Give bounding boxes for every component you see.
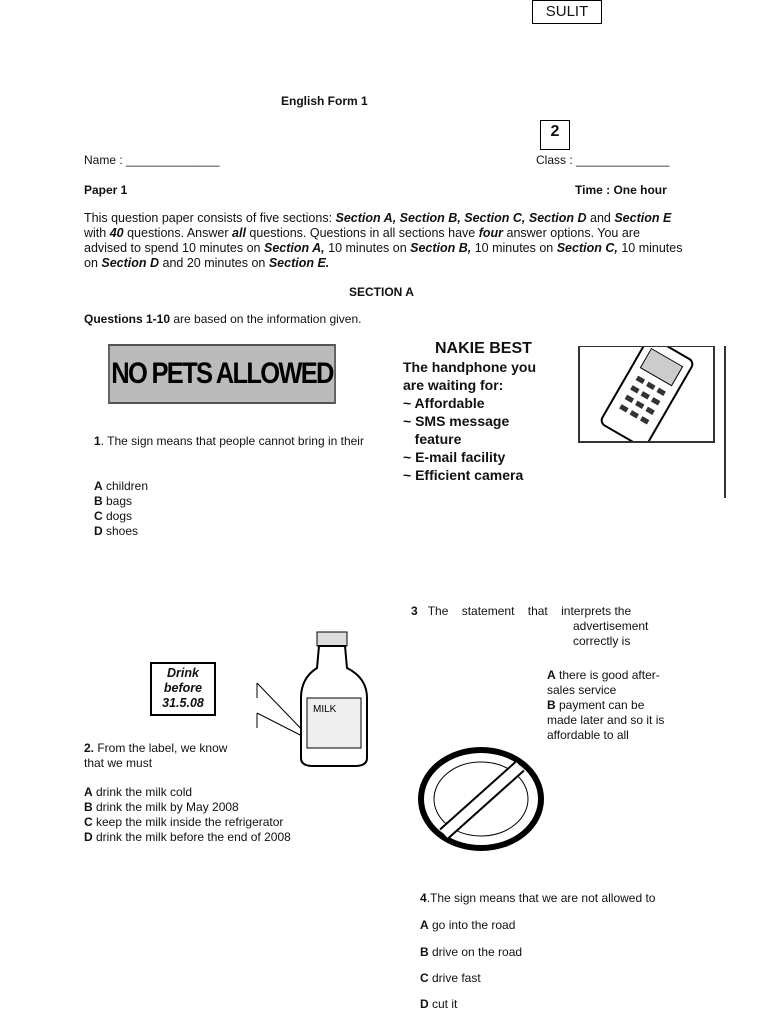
option-a[interactable]: A drink the milk cold <box>84 785 193 799</box>
option-c[interactable]: C drive fast <box>420 971 481 985</box>
option-c[interactable]: C keep the milk inside the refrigerator <box>84 815 284 829</box>
milk-expiry-label: Drink before 31.5.08 <box>150 662 216 716</box>
class-field[interactable]: Class : ______________ <box>536 153 670 167</box>
ad-line: The handphone you <box>403 359 536 375</box>
option-a[interactable]: A children <box>94 479 149 493</box>
ad-border-line <box>724 346 726 498</box>
ad-item: ~ Efficient camera <box>403 467 524 483</box>
ad-brand: NAKIE BEST <box>435 340 532 357</box>
ad-line: are waiting for: <box>403 377 504 393</box>
question-1-options <box>94 479 148 539</box>
prohibition-sign-icon <box>416 746 546 852</box>
svg-text:MILK: MILK <box>313 704 337 715</box>
sulit-stamp: SULIT <box>532 0 602 24</box>
phone-icon <box>580 347 713 441</box>
instruction: Questions 1-10 are based on the information given. <box>84 312 362 326</box>
option-b[interactable]: B drive on the road <box>420 945 523 959</box>
milk-bottle-image <box>255 628 385 768</box>
ad-item: feature <box>403 431 462 447</box>
section-heading: SECTION A <box>349 285 414 299</box>
option-a[interactable]: A there is good after-sales service <box>547 668 660 697</box>
page-number-box: 2 <box>540 120 570 150</box>
option-c[interactable]: C dogs <box>94 509 133 523</box>
handphone-image <box>578 346 715 443</box>
option-d[interactable]: D cut it <box>420 997 458 1011</box>
option-b[interactable]: B payment can be made later and so it is affordable to all <box>547 698 665 742</box>
ad-item: ~ SMS message <box>403 413 510 429</box>
paper-title: English Form 1 <box>281 94 368 108</box>
option-b[interactable]: B drink the milk by May 2008 <box>84 800 239 814</box>
paper-label: Paper 1 <box>84 183 128 197</box>
intro-paragraph: This question paper consists of five sections: Section A, Section B, Section C, Section D and Section E with 40 questions. Answer all questions. Questions in all sections have four answer options. You are advised to spend 10 minutes on Section A, 10 minutes on Section B, 10 minutes on Section C, 10 minutes on Section D and 20 minutes on Section E. <box>84 211 683 270</box>
phone-advertisement <box>403 340 536 484</box>
question-1: 1. The sign means that people cannot bring in their <box>94 434 364 448</box>
option-b[interactable]: B bags <box>94 494 133 508</box>
ad-item: ~ Affordable <box>403 395 485 411</box>
option-a[interactable]: A go into the road <box>420 918 516 932</box>
question-2: 2. From the label, we know that we must <box>84 741 228 770</box>
option-d[interactable]: D shoes <box>94 524 139 538</box>
time-label: Time : One hour <box>575 183 667 197</box>
question-3: 3 The statement that interprets the advertisement correctly is <box>411 604 649 648</box>
ad-item: ~ E-mail facility <box>403 449 506 465</box>
option-d[interactable]: D drink the milk before the end of 2008 <box>84 830 291 844</box>
question-3-options <box>547 668 677 743</box>
question-2-options <box>84 785 291 845</box>
name-field[interactable]: Name : ______________ <box>84 153 220 167</box>
question-4: 4.The sign means that we are not allowed to <box>420 891 656 905</box>
no-pets-sign-image: NO PETS ALLOWED <box>108 344 336 404</box>
